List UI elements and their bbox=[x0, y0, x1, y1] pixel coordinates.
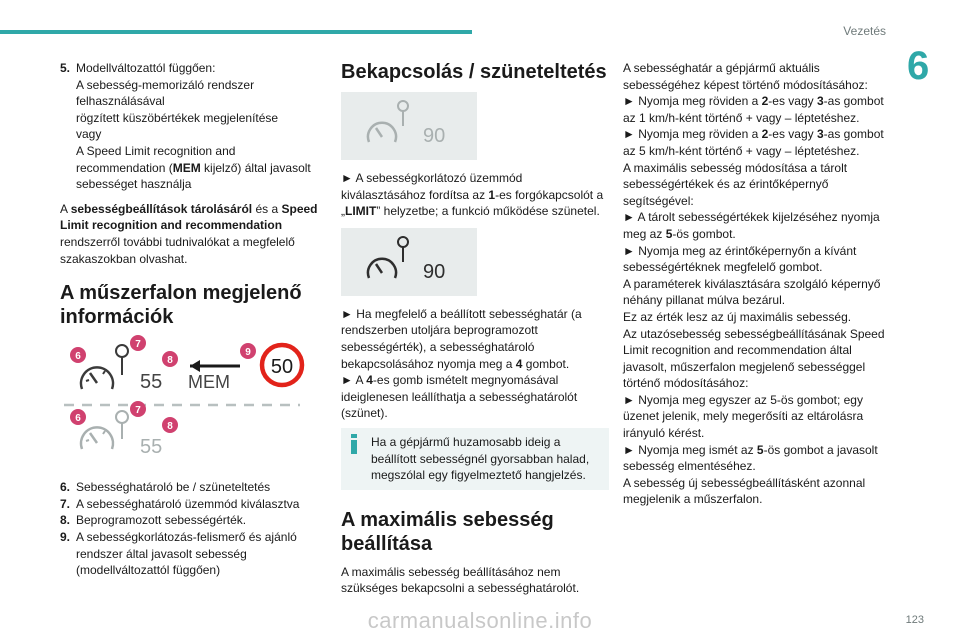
limiter-pin-icon bbox=[116, 345, 128, 375]
top-speed-value: 55 bbox=[140, 371, 163, 394]
speedometer-icon bbox=[81, 368, 113, 390]
bold-text: 4 bbox=[366, 373, 373, 388]
text: gombot. bbox=[522, 356, 570, 371]
section-heading-instrument-info: A műszerfalon megjelenő információk bbox=[60, 282, 302, 329]
paragraph: A sebességhatár a gépjármű aktuális sebességéhez képest történő módosításához: bbox=[623, 61, 868, 92]
legend-item bbox=[60, 512, 328, 529]
paragraph bbox=[341, 170, 609, 220]
instruction bbox=[623, 126, 891, 159]
text: ► Nyomja meg ismét az bbox=[623, 442, 757, 457]
text: -ös gombot a javasolt sebesség elmentéséhez. bbox=[623, 442, 878, 474]
bold-text: Speed Limit recognition and recommendation bbox=[60, 201, 318, 233]
paragraph: A paraméterek kiválasztására szolgáló képernyő néhány pillanat múlva bezárul. bbox=[623, 276, 881, 308]
column-3 bbox=[623, 60, 891, 508]
paragraph: A maximális sebesség beállításához nem szükséges bekapcsolni a sebességhatárolót. bbox=[341, 564, 580, 596]
text: kijelző) által javasolt sebességet használja bbox=[76, 160, 311, 192]
speedometer-icon bbox=[368, 259, 396, 278]
paragraph-reference bbox=[60, 201, 328, 267]
bold-text: LIMIT bbox=[345, 204, 377, 219]
instruction bbox=[623, 209, 891, 242]
column-2 bbox=[341, 60, 609, 597]
text: ► Ha megfelelő a beállított sebességhatár (a rendszerben utoljára beprogramozott sebességérték), a sebességhatároló bekapcsolásához nyomja meg a bbox=[341, 306, 582, 371]
text: -as gombot az 5 km/h-ként történő + vagy – léptetéshez. bbox=[623, 127, 884, 158]
paragraph: A maximális sebesség módosítása a tárolt sebességértékek és az érintőképernyő segítségével: bbox=[623, 160, 848, 208]
legend-number: 7. bbox=[60, 496, 71, 511]
info-icon bbox=[347, 434, 361, 454]
legend-item bbox=[60, 529, 328, 579]
legend-number: 6. bbox=[60, 480, 71, 495]
limiter-pin-icon bbox=[398, 101, 408, 111]
bold-text: 5 bbox=[665, 226, 673, 241]
section-heading-max-speed: A maximális sebesség beállítása bbox=[341, 508, 554, 555]
text: ► A sebességkorlátozó üzemmód kiválasztásához fordítsa az bbox=[341, 171, 523, 202]
callout-badge-label: 8 bbox=[167, 355, 173, 367]
callout-badge-label: 6 bbox=[75, 351, 81, 363]
bold-text: MEM bbox=[172, 160, 201, 175]
instruction: ► Nyomja meg egyszer az 5-ös gombot; egy üzenet jelenik, mely megerősíti az eltárolásra irányuló kérést. bbox=[623, 392, 864, 441]
header-accent-bar bbox=[0, 30, 472, 34]
text: recommendation ( bbox=[76, 160, 173, 175]
speedometer-icon bbox=[81, 428, 113, 450]
text: -es vagy bbox=[768, 127, 817, 142]
info-note bbox=[341, 428, 609, 490]
display-image-paused bbox=[341, 92, 477, 160]
column-1 bbox=[60, 60, 328, 579]
legend-number: 8. bbox=[60, 513, 71, 528]
item-number: 5. bbox=[60, 61, 71, 75]
item-5-line: A sebesség-memorizáló rendszer felhasználásával bbox=[76, 77, 255, 109]
speedometer-icon bbox=[368, 123, 396, 142]
text: A bbox=[60, 201, 71, 216]
instruction bbox=[623, 442, 891, 475]
item-5-line: vagy bbox=[76, 127, 102, 142]
item-5 bbox=[60, 60, 328, 193]
bold-text: sebességbeállítások tárolásáról bbox=[70, 201, 253, 216]
text: ► Nyomja meg röviden a bbox=[623, 127, 762, 142]
text: -es forgókapcsolót a „ bbox=[341, 187, 604, 219]
item-5-tail bbox=[76, 160, 328, 193]
item-5-line: A Speed Limit recognition and bbox=[76, 143, 236, 158]
callout-badge-label: 9 bbox=[245, 347, 251, 359]
paragraph: Az utazósebesség sebességbeállításának Speed Limit recognition and recommendation által javasolt, műszerfalon megjelenő sebességgel történő módosításához: bbox=[623, 326, 885, 391]
callout-badge-label: 8 bbox=[167, 421, 173, 433]
text: -ös gombot. bbox=[672, 226, 736, 241]
legend-number: 9. bbox=[60, 529, 71, 544]
item-5-line: rögzített küszöbértékek megjelenítése bbox=[76, 110, 279, 125]
limiter-display-drawing bbox=[341, 92, 477, 160]
limiter-pin-icon bbox=[116, 411, 128, 439]
bold-text: 3 bbox=[816, 127, 824, 142]
paragraph bbox=[341, 306, 609, 372]
legend-item bbox=[60, 496, 328, 513]
text: -as gombot az 1 km/h-ként történő + vagy – léptetéshez. bbox=[623, 94, 884, 125]
bold-text: 1 bbox=[488, 187, 496, 202]
bottom-speed-value: 55 bbox=[140, 436, 163, 459]
limiter-pin-icon bbox=[398, 237, 408, 247]
bold-text: 2 bbox=[761, 127, 769, 142]
text: -es gomb ismételt megnyomásával ideiglenesen leállíthatja a sebességhatárolót (szünet). bbox=[341, 373, 578, 421]
callout-badge-label: 7 bbox=[135, 405, 141, 417]
legend-text: Sebességhatároló be / szüneteltetés bbox=[76, 480, 271, 495]
paragraph bbox=[341, 372, 609, 422]
legend-text: A sebességkorlátozás-felismerő és ajánló rendszer által javasolt sebesség (modellváltozattól függően) bbox=[76, 529, 297, 578]
bold-text: 2 bbox=[761, 94, 769, 109]
chapter-number: 6 bbox=[907, 44, 930, 88]
text: ► A bbox=[341, 373, 367, 388]
info-note-text: Ha a gépjármű huzamosabb ideig a beállított sebességnél gyorsabban halad, megszólal egy figyelmeztető hangjelzés. bbox=[371, 434, 590, 483]
instruction: ► Nyomja meg az érintőképernyőn a kívánt sebességértéknek megfelelő gombot. bbox=[623, 243, 857, 275]
instruction bbox=[623, 93, 891, 126]
section-heading-activation: Bekapcsolás / szüneteltetés bbox=[341, 61, 607, 83]
paragraph: A sebesség új sebességbeállításként azonnal megjelenik a műszerfalon. bbox=[623, 475, 866, 507]
speed-sign-value: 50 bbox=[270, 356, 294, 379]
legend-text: Beprogramozott sebességérték. bbox=[76, 513, 247, 528]
bold-text: 3 bbox=[816, 94, 824, 109]
callout-badge-label: 7 bbox=[135, 339, 141, 351]
legend-text: A sebességhatároló üzemmód kiválasztva bbox=[76, 496, 300, 511]
text: ► A tárolt sebességértékek kijelzéséhez nyomja meg az bbox=[623, 210, 880, 241]
legend-item bbox=[60, 479, 328, 496]
text: -es vagy bbox=[768, 94, 817, 109]
text: ► Nyomja meg röviden a bbox=[623, 94, 762, 109]
display-speed: 90 bbox=[423, 260, 446, 283]
callout-badge-label: 6 bbox=[75, 413, 81, 425]
paragraph: Ez az érték lesz az új maximális sebesség. bbox=[623, 309, 852, 324]
text: rendszerről további tudnivalókat a megfelelő szakaszokban olvashat. bbox=[60, 234, 295, 266]
display-image-active bbox=[341, 228, 477, 296]
watermark: carmanualsonline.info bbox=[367, 608, 593, 633]
header-title: Vezetés bbox=[843, 24, 886, 38]
text: és a bbox=[252, 201, 282, 216]
arrow-left-icon bbox=[190, 360, 200, 372]
bold-text: 4 bbox=[515, 356, 523, 371]
legend-list bbox=[60, 479, 328, 579]
instrument-panel-drawing bbox=[60, 335, 308, 469]
item-5-line: Modellváltozattól függően: bbox=[76, 61, 216, 75]
text: ” helyzetbe; a funkció működése szünetel. bbox=[376, 204, 600, 219]
instrument-illustration bbox=[60, 335, 308, 469]
limiter-display-drawing bbox=[341, 228, 477, 296]
page-number: 123 bbox=[905, 614, 924, 626]
mem-label: MEM bbox=[188, 372, 230, 393]
bold-text: 5 bbox=[756, 442, 764, 457]
display-speed: 90 bbox=[423, 125, 446, 147]
